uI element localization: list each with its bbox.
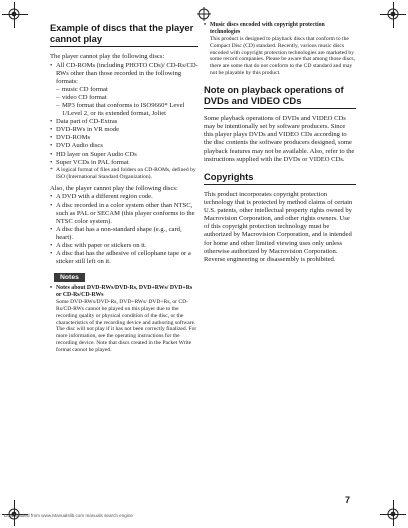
list-item: • HD layer on Super Audio CDs bbox=[50, 151, 198, 159]
list-item: • A disc that has the adhesive of cellophane tape or a sticker still left on it. bbox=[50, 250, 198, 266]
list-item: • DVD Audio discs bbox=[50, 142, 198, 150]
copyrights-text: This product incorporates copyright protection technology that is protected by method claims of certain U.S. patents, other intellectual property rights owned by Macrovision Corporation, and other rights owners. Use of this copyright protection technology must be authorized by Macrovision Corporation, and is intended for home and other limited viewing uses only unless otherwise authorized by Macrovision Corporation. Reverse engineering or disassembly is prohibited. bbox=[204, 190, 353, 263]
notes-list bbox=[50, 285, 198, 299]
list-item: • Data part of CD-Extras bbox=[50, 118, 198, 126]
also-intro-text: Also, the player cannot play the following discs: bbox=[50, 185, 178, 193]
footer-suffix: manuals search engine bbox=[84, 513, 133, 518]
list-item: – video CD format bbox=[50, 94, 198, 102]
list-item: – MP3 format that conforms to ISO9660* Level 1/Level 2, or its extended format, Joliet bbox=[50, 102, 198, 118]
page-number: 7 bbox=[345, 495, 351, 505]
list-item: • DVD-RWs in VR mode bbox=[50, 126, 198, 134]
registration-mark-top-right-icon bbox=[386, 7, 400, 21]
note-body: This product is designed to playback discs that conform to the Compact Disc (CD) standard. Recently, various music discs encoded with copyright protection technologies are marketed by some record companies. Please be aware that among those discs, there are some that do not conform to the CD standard and may not be playable by this product. bbox=[210, 36, 355, 76]
download-footer bbox=[4, 513, 133, 518]
note-body: Some DVD-RWs/DVD-Rs, DVD+RWs/ DVD+Rs, or CD-Rs/CD-RWs cannot be played on this player due to the recording quality or physical condition of the disc, or the characteristics of the recording device and authoring software. bbox=[56, 299, 196, 326]
right-column bbox=[204, 22, 356, 264]
playback-operations-text: Some playback operations of DVDs and VIDEO CDs may be intentionally set by software producers. Since this player plays DVDs and VIDEO CDs according to the disc contents the software producers designed, some playback features may not be available. Also, refer to the instructions supplied with the DVDs or VIDEO CDs. bbox=[204, 115, 355, 163]
music-disc-note bbox=[204, 22, 356, 36]
footer-prefix: Downloaded from bbox=[4, 513, 42, 518]
list-item: • A disc with paper or stickers on it. bbox=[50, 242, 198, 250]
list-item: • A disc that has a non-standard shape (e.g., card, heart). bbox=[50, 226, 198, 242]
also-unplayable-list bbox=[50, 193, 198, 266]
note-title: • Music discs encoded with copyright protection technologies bbox=[204, 22, 356, 36]
registration-mark-top-left-icon bbox=[7, 7, 21, 21]
discs-cannot-play-heading: Example of discs that the player cannot play bbox=[50, 22, 198, 47]
manualslib-link[interactable]: www.Manualslib.com bbox=[41, 513, 85, 518]
registration-mark-top-center-icon bbox=[197, 7, 211, 21]
registration-mark-bottom-right-icon bbox=[386, 507, 400, 521]
footnote: * A logical format of files and folders on CD-ROMs, defined by ISO (International Standard Organization). bbox=[50, 167, 198, 181]
list-item: • A disc recorded in a color system other than NTSC, such as PAL or SECAM (this player conforms to the NTSC color system). bbox=[50, 202, 198, 226]
unplayable-disc-list bbox=[50, 62, 198, 181]
notes-badge: Notes bbox=[54, 273, 85, 282]
list-item: – music CD format bbox=[50, 86, 198, 94]
note-body-2: The disc will not play if it has not been correctly finalized. For more information, see the operating instructions for the recording device. Note that discs created in the Packet Write format cannot be played. bbox=[56, 326, 197, 353]
list-item: • DVD-ROMs bbox=[50, 134, 198, 142]
list-item: • All CD-ROMs (including PHOTO CDs)/ CD-Rs/CD-RWs other than those recorded in the following formats: bbox=[50, 62, 198, 86]
note-title: • Notes about DVD-RWs/DVD-Rs, DVD+RWs/ DVD+Rs or CD-Rs/CD-RWs bbox=[50, 285, 198, 299]
list-item: • A DVD with a different region code. bbox=[50, 193, 198, 201]
copyrights-heading: Copyrights bbox=[204, 171, 356, 185]
intro-text: The player cannot play the following discs: bbox=[50, 53, 165, 61]
left-column bbox=[50, 22, 198, 354]
list-item: • Super VCDs in PAL format bbox=[50, 159, 198, 167]
playback-operations-heading: Note on playback operations of DVDs and VIDEO CDs bbox=[204, 84, 356, 109]
